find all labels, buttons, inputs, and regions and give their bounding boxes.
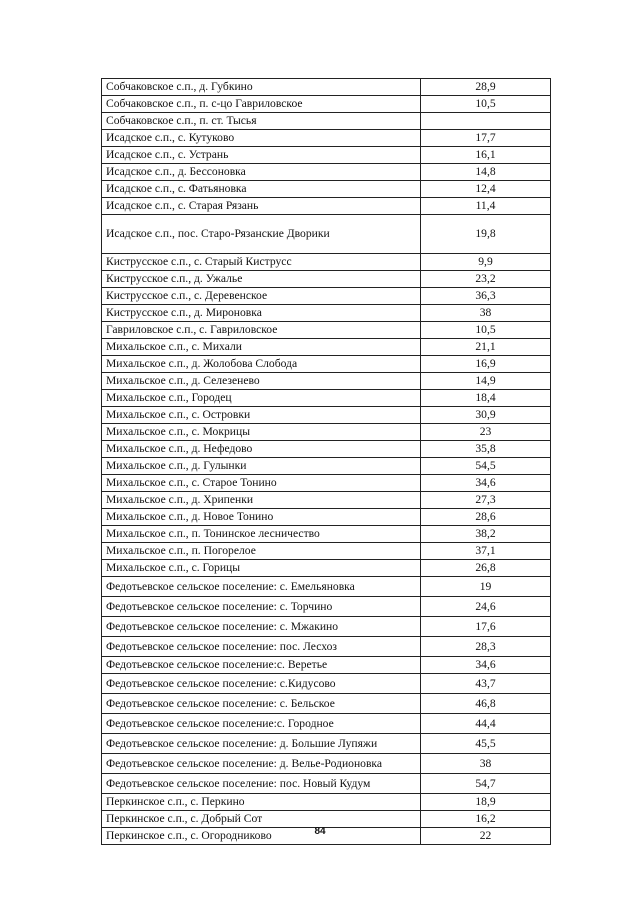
settlement-name-cell: Собчаковское с.п., п. с-цо Гавриловское [102,96,421,113]
settlement-distance-table [101,78,551,845]
settlement-name-cell: Киструсское с.п., д. Мироновка [102,305,421,322]
table-row [102,526,551,543]
settlement-name-cell: Перкинское с.п., с. Перкино [102,794,421,811]
settlement-name-cell: Михальское с.п., п. Погорелое [102,543,421,560]
table-row [102,79,551,96]
value-cell: 16,1 [421,147,551,164]
table-row [102,458,551,475]
settlement-name-cell: Федотьевское сельское поселение:с. Веретье [102,657,421,674]
table-row [102,617,551,637]
table-row [102,754,551,774]
table-row [102,373,551,390]
value-cell: 38,2 [421,526,551,543]
table-row [102,164,551,181]
table-row [102,811,551,828]
table-row [102,322,551,339]
table-row [102,96,551,113]
value-cell: 16,2 [421,811,551,828]
settlement-name-cell: Федотьевское сельское поселение: д. Велье-Родионовка [102,754,421,774]
table-row [102,288,551,305]
value-cell: 18,4 [421,390,551,407]
table-row [102,181,551,198]
value-cell: 24,6 [421,597,551,617]
value-cell: 9,9 [421,254,551,271]
table-row [102,424,551,441]
settlement-name-cell: Михальское с.п., с. Михали [102,339,421,356]
settlement-name-cell: Исадское с.п., с. Фатьяновка [102,181,421,198]
value-cell: 44,4 [421,714,551,734]
table-row [102,694,551,714]
settlement-name-cell: Исадское с.п., пос. Старо-Рязанские Дворики [102,215,421,254]
settlement-name-cell: Михальское с.п., Городец [102,390,421,407]
table-row [102,441,551,458]
value-cell: 38 [421,305,551,322]
settlement-name-cell: Федотьевское сельское поселение: пос. Новый Кудум [102,774,421,794]
settlement-name-cell: Федотьевское сельское поселение:с. Городное [102,714,421,734]
settlement-name-cell: Киструсское с.п., с. Деревенское [102,288,421,305]
settlement-name-cell: Собчаковское с.п., д. Губкино [102,79,421,96]
value-cell: 23 [421,424,551,441]
value-cell: 16,9 [421,356,551,373]
table-row [102,475,551,492]
value-cell: 23,2 [421,271,551,288]
table-row [102,674,551,694]
value-cell: 43,7 [421,674,551,694]
table-row [102,339,551,356]
settlement-name-cell: Михальское с.п., д. Гулынки [102,458,421,475]
value-cell: 34,6 [421,657,551,674]
page-number: 84 [314,826,326,837]
table-row [102,390,551,407]
value-cell: 46,8 [421,694,551,714]
table-row [102,271,551,288]
settlement-name-cell: Киструсское с.п., с. Старый Киструсс [102,254,421,271]
value-cell: 18,9 [421,794,551,811]
settlement-name-cell: Михальское с.п., п. Тонинское лесничество [102,526,421,543]
value-cell: 30,9 [421,407,551,424]
settlement-name-cell: Федотьевское сельское поселение: пос. Лесхоз [102,637,421,657]
value-cell: 54,7 [421,774,551,794]
table-row [102,714,551,734]
value-cell: 37,1 [421,543,551,560]
settlement-name-cell: Михальское с.п., с. Старое Тонино [102,475,421,492]
settlement-name-cell: Федотьевское сельское поселение: д. Большие Лупяжи [102,734,421,754]
table-row [102,305,551,322]
table-row [102,637,551,657]
table-row [102,734,551,754]
table-row [102,113,551,130]
settlement-name-cell: Перкинское с.п., с. Огородниково [102,828,421,845]
table-row [102,774,551,794]
value-cell: 26,8 [421,560,551,577]
value-cell: 17,6 [421,617,551,637]
table-row [102,198,551,215]
settlement-name-cell: Федотьевское сельское поселение: с. Мжакино [102,617,421,637]
value-cell: 28,3 [421,637,551,657]
table-row [102,492,551,509]
value-cell: 10,5 [421,96,551,113]
settlement-name-cell: Исадское с.п., с. Устрань [102,147,421,164]
table-row [102,577,551,597]
table-row [102,597,551,617]
table-row [102,254,551,271]
settlement-name-cell: Киструсское с.п., д. Ужалье [102,271,421,288]
settlement-name-cell: Михальское с.п., д. Новое Тонино [102,509,421,526]
value-cell: 10,5 [421,322,551,339]
value-cell: 21,1 [421,339,551,356]
table-row [102,356,551,373]
value-cell: 45,5 [421,734,551,754]
settlement-name-cell: Федотьевское сельское поселение: с. Торчино [102,597,421,617]
settlement-name-cell: Федотьевское сельское поселение: с. Емельяновка [102,577,421,597]
settlement-name-cell: Исадское с.п., с. Кутуково [102,130,421,147]
table-row [102,407,551,424]
value-cell: 35,8 [421,441,551,458]
value-cell: 28,6 [421,509,551,526]
settlement-name-cell: Перкинское с.п., с. Добрый Сот [102,811,421,828]
table-row [102,509,551,526]
table-row [102,543,551,560]
table-row [102,794,551,811]
settlement-name-cell: Федотьевское сельское поселение: с.Кидусово [102,674,421,694]
settlement-name-cell: Михальское с.п., с. Островки [102,407,421,424]
settlement-name-cell: Исадское с.п., с. Старая Рязань [102,198,421,215]
table-row [102,215,551,254]
settlement-name-cell: Федотьевское сельское поселение: с. Бельское [102,694,421,714]
settlement-name-cell: Собчаковское с.п., п. ст. Тысья [102,113,421,130]
settlement-name-cell: Михальское с.п., с. Горицы [102,560,421,577]
settlement-name-cell: Михальское с.п., с. Мокрицы [102,424,421,441]
settlement-name-cell: Михальское с.п., д. Хрипенки [102,492,421,509]
value-cell: 19,8 [421,215,551,254]
value-cell: 14,8 [421,164,551,181]
settlement-name-cell: Михальское с.п., д. Жолобова Слобода [102,356,421,373]
value-cell: 11,4 [421,198,551,215]
value-cell: 27,3 [421,492,551,509]
value-cell: 22 [421,828,551,845]
table-row [102,147,551,164]
table-row [102,657,551,674]
value-cell: 12,4 [421,181,551,198]
value-cell: 14,9 [421,373,551,390]
table-row [102,130,551,147]
settlement-name-cell: Михальское с.п., д. Нефедово [102,441,421,458]
value-cell: 17,7 [421,130,551,147]
value-cell: 19 [421,577,551,597]
table-row [102,560,551,577]
value-cell: 28,9 [421,79,551,96]
settlement-name-cell: Михальское с.п., д. Селезенево [102,373,421,390]
value-cell: 36,3 [421,288,551,305]
table-body [102,79,551,845]
value-cell [421,113,551,130]
settlement-name-cell: Исадское с.п., д. Бессоновка [102,164,421,181]
value-cell: 34,6 [421,475,551,492]
settlement-name-cell: Гавриловское с.п., с. Гавриловское [102,322,421,339]
value-cell: 38 [421,754,551,774]
value-cell: 54,5 [421,458,551,475]
